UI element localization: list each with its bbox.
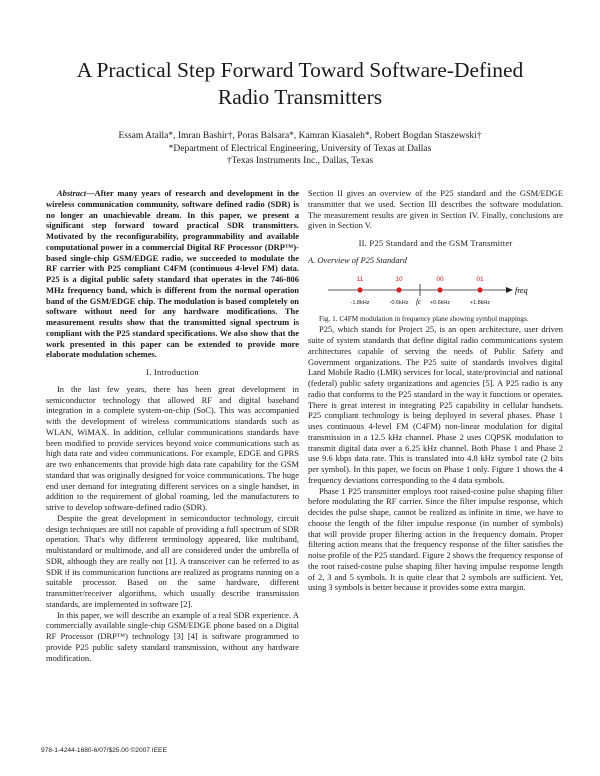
copyright-footer: 978-1-4244-1680-6/07/$25.00 ©2007 IEEE — [41, 747, 167, 754]
carrier-label: fc — [416, 297, 422, 306]
intro-paragraph-3: In this paper, we will describe an example of a real SDR experience. A commercially available single-chip GSM/EDGE phone based on a Digital RF Processor (DRP™) technology [3] [4] is software programmed to provide P25 public safety standard transmission, without any hardware modification. — [46, 609, 299, 663]
abstract — [46, 188, 299, 360]
c4fm-diagram — [308, 270, 571, 314]
affiliation-2: †Texas Instruments Inc., Dallas, Texas — [226, 156, 374, 166]
symbol-label: 10 — [395, 275, 403, 283]
axis-label: freq — [515, 285, 528, 295]
figure-1 — [308, 270, 571, 314]
symbol-label: 01 — [476, 275, 484, 283]
intro-paragraph-2: Despite the great development in semiconductor technology, circuit design techniques are still not capable of providing a full spectrum of SDR operation. That's why different terminology appeared, like multiband, multistandard or multimode, and all are considered under the umbrella of SDR, although they are really not [1]. A transceiver can be referred to as SDR if its communication functions are realized as programs running on a suitable processor. Based on the same hardware, different transmitter/receiver algorithms, which usually describe transmission standards, are implemented in software [2]. — [46, 512, 299, 609]
paper-title — [0, 57, 600, 111]
title-line-2: Radio Transmitters — [217, 85, 383, 109]
axis-arrow — [506, 287, 513, 293]
subsection-heading-overview: A. Overview of P25 Standard — [308, 254, 407, 265]
p25-paragraph-2: Phase 1 P25 transmitter employs root raised-cosine pulse shaping filter before modulating the RF carrier. Since the filter impulse response, which decides the pulse shape, cannot be realized as infinite in time, we have to choose the length of the filter impulse response (in number of symbols) that will provide proper filtering action in the frequency domain. Proper filtering action means that the frequency response of the filter satisfies the noise profile of the P25 standard. Figure 2 shows the frequency response of the root raised-cosine pulse shaping filter having impulse response length of 2, 3 and 5 symbols. It is quite clear that 2 symbols are sufficient. Yet, using 3 symbols is better because it provides some extra margin. — [308, 485, 563, 593]
title-line-1: A Practical Step Forward Toward Software-Defined — [76, 58, 524, 82]
deviation-label: -1.8kHz — [350, 299, 370, 306]
figure-1-caption: Fig. 1. C4FM modulation in frequency plane showing symbol mappings. — [319, 314, 529, 323]
abstract-dash: — — [86, 188, 95, 198]
section-heading-p25: II. P25 Standard and the GSM Transmitter — [358, 238, 513, 248]
p25-paragraph-1: P25, which stands for Project 25, is an open architecture, user driven suite of system standards that define digital radio communications system architectures capable of serving the needs of Public Safety and Government organizations. The P25 suite of standards involves digital Land Mobile Radio (LMR) services for local, state/provincial and national (federal) public safety organizations and agencies [5]. A P25 radio is any radio that conforms to the P25 standard in the way it functions or operates. There is great interest in integrating P25 capability in cellular handsets. P25 compliant technology is being deployed in several phases. Phase 1 uses continuous 4-level FM (C4FM) non-linear modulation for digital transmission in a 12.5 kHz channel. Phase 2 uses CQPSK modulation to transmit digital data over a 6.25 kHz channel. Both Phase 1 and Phase 2 use 9.6 kbps data rate. This is translated into 4.8 kHz symbol rate (2 bits per symbol). In this paper, we focus on Phase 1 only. Figure 1 shows the 4 frequency deviations corresponding to the 4 data symbols. — [308, 324, 563, 485]
section-overview-paragraph: Section II gives an overview of the P25 standard and the GSM/EDGE transmitter that we used. Section III describes the software modulation. The measurement results are given in Section IV. Finally, conclusions are given in Section V. — [308, 188, 563, 231]
symbol-marker — [477, 287, 482, 292]
abstract-text: After many years of research and development in the wireless communication community, software defined radio (SDR) is no longer an unachievable dream. In this paper, we present a significant step forward toward practical SDR transmitters. Motivated by the reconfigurability, programmability and available computational power in a commercial Digital RF Processor (DRP™)-based single-chip GSM/EDGE radio, we succeeded to modulate the RF carrier with P25 compliant C4FM (continuous 4-level FM) data. P25 is a digital public safety standard that operates in the 746-806 MHz frequency band, which is different from the normal operation band of the GSM/EDGE chip. The modulation is based completely on software without need for any hardware modifications. The measurement results show that the transmitted signal spectrum is compliant with the P25 standard specifications. We also show that the work presented in this paper can be extended to provide more elaborate modulation schemes. — [46, 188, 299, 360]
right-column — [308, 188, 563, 593]
deviation-label: -0.6kHz — [389, 299, 409, 306]
affiliation-1: *Department of Electrical Engineering, University of Texas at Dallas — [168, 143, 432, 154]
abstract-label: Abstract — [57, 188, 87, 198]
intro-paragraph-1: In the last few years, there has been great development in semiconductor technology that allowed RF and digital baseband integration in a complete system-on-chip (SoC). This was accompanied with the development of wireless communications standards such as WLAN, WiMAX. In addition, cellular communications standards have been modified to provide services beyond voice communications such as high data rate and video communications. For example, EDGE and GPRS are two enhancements that provide high data rate capability for the GSM standard that was originally designed for voice communications. The huge end user demand for integrating different services on a single handset, in addition to the requirement of global roaming, led the manufacturers to strive to develop software-defined radio (SDR). — [46, 383, 299, 512]
section-heading-introduction: I. Introduction — [146, 367, 199, 377]
symbol-marker — [396, 287, 401, 292]
deviation-label: +0.6kHz — [429, 299, 451, 306]
left-column — [46, 188, 299, 663]
symbol-label: 00 — [436, 275, 444, 283]
symbol-marker — [357, 287, 362, 292]
symbol-label: 11 — [356, 275, 364, 283]
deviation-label: +1.8kHz — [469, 299, 491, 306]
author-block — [0, 130, 600, 168]
symbol-marker — [437, 287, 442, 292]
author-list: Essam Atalla*, Imran Bashir†, Poras Balsara*, Kamran Kiasaleh*, Robert Bogdan Staszewski† — [118, 131, 482, 141]
